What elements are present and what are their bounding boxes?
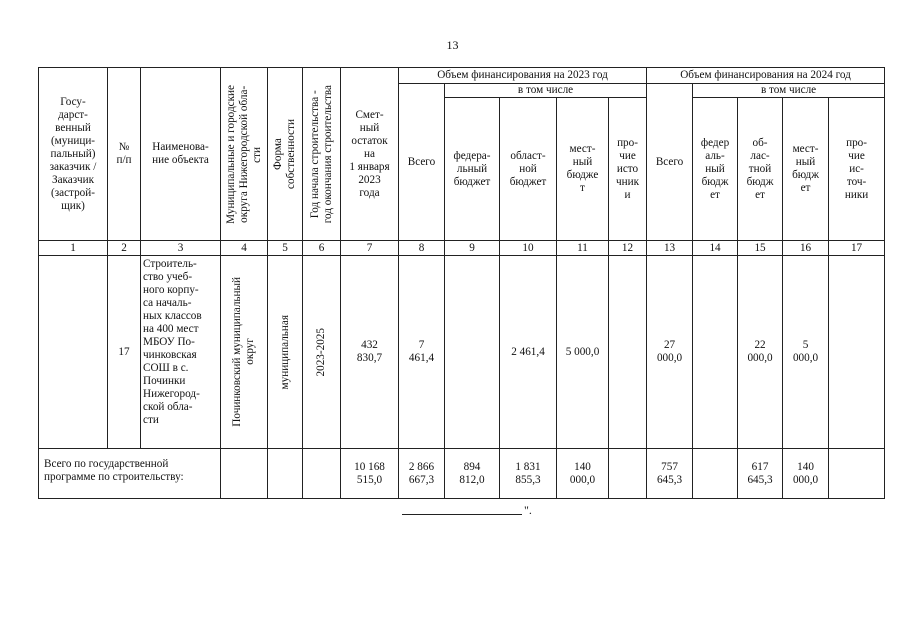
- total-loc-2023: 140 000,0: [557, 449, 609, 499]
- col-number: 6: [303, 241, 341, 256]
- header-incl-2023: в том числе: [445, 84, 647, 98]
- cell-ownership: [268, 256, 303, 449]
- col-number: 15: [738, 241, 783, 256]
- header-loc-2023: мест- ный бюдже т: [557, 98, 609, 241]
- header-other-2024: про- чие ис- точ- ники: [829, 98, 885, 241]
- column-number-row: [39, 241, 885, 256]
- header-name: Наименова- ние объекта: [141, 68, 221, 241]
- cell-object-name: Строитель- ство учеб- ного корпу- са началь- ных классов на 400 мест МБОУ По- чинковская СОШ в с. Починки Нижегород- ской обла- сти: [141, 256, 221, 449]
- header-ownership: [268, 68, 303, 241]
- col-number: 17: [829, 241, 885, 256]
- page-number: 13: [446, 38, 459, 52]
- cell-num: 17: [108, 256, 141, 449]
- cell-total-2023: 7 461,4: [399, 256, 445, 449]
- col-number: 11: [557, 241, 609, 256]
- col-number: 1: [39, 241, 108, 256]
- total-loc-2024: 140 000,0: [783, 449, 829, 499]
- col-number: 3: [141, 241, 221, 256]
- header-fin-2023: Объем финансирования на 2023 год: [399, 68, 647, 84]
- footer-quote: ".: [524, 503, 532, 517]
- header-fed-2023: федера- льный бюджет: [445, 98, 500, 241]
- header-customer: Госу- дарст- венный (муници- пальный) заказчик / Заказчик (застрой- щик): [39, 68, 108, 241]
- cell-other-2024: [829, 256, 885, 449]
- total-reg-2023: 1 831 855,3: [500, 449, 557, 499]
- col-number: 16: [783, 241, 829, 256]
- total-empty-cell: [268, 449, 303, 499]
- col-number: 12: [609, 241, 647, 256]
- header-municipality-text: Муниципальные и городские округа Нижегородской обла- сти: [224, 84, 263, 224]
- header-reg-2024: об- лас- тной бюдж ет: [738, 98, 783, 241]
- cell-remaining: 432 830,7: [341, 256, 399, 449]
- total-other-2024: [829, 449, 885, 499]
- cell-total-2024: 27 000,0: [647, 256, 693, 449]
- total-empty-cell: [221, 449, 268, 499]
- col-number: 10: [500, 241, 557, 256]
- cell-loc-2024: 5 000,0: [783, 256, 829, 449]
- total-other-2023: [609, 449, 647, 499]
- total-reg-2024: 617 645,3: [738, 449, 783, 499]
- header-other-2023: про- чие исто чник и: [609, 98, 647, 241]
- cell-reg-2023: 2 461,4: [500, 256, 557, 449]
- header-loc-2024: мест- ный бюдж ет: [783, 98, 829, 241]
- header-remaining: Смет- ный остаток на 1 января 2023 года: [341, 68, 399, 241]
- total-total-2024: 757 645,3: [647, 449, 693, 499]
- header-years: [303, 68, 341, 241]
- header-fed-2024: федер аль- ный бюдж ет: [693, 98, 738, 241]
- col-number: 7: [341, 241, 399, 256]
- cell-years-text: 2023-2025: [315, 327, 327, 377]
- cell-customer: [39, 256, 108, 449]
- header-reg-2023: област- ной бюджет: [500, 98, 557, 241]
- cell-fed-2023: [445, 256, 500, 449]
- col-number: 2: [108, 241, 141, 256]
- header-ownership-text: Форма собственности: [272, 119, 297, 189]
- table-row: [39, 256, 885, 449]
- col-number: 13: [647, 241, 693, 256]
- col-number: 9: [445, 241, 500, 256]
- total-fed-2024: [693, 449, 738, 499]
- total-total-2023: 2 866 667,3: [399, 449, 445, 499]
- total-empty-cell: [303, 449, 341, 499]
- footer-rule: [402, 514, 522, 515]
- header-municipality: [221, 68, 268, 241]
- col-number: 8: [399, 241, 445, 256]
- header-total-2023: Всего: [399, 84, 445, 241]
- cell-reg-2024: 22 000,0: [738, 256, 783, 449]
- cell-municipality-text: Починковский муниципальный округ: [231, 277, 256, 427]
- header-fin-2024: Объем финансирования на 2024 год: [647, 68, 885, 84]
- col-number: 14: [693, 241, 738, 256]
- header-total-2024: Всего: [647, 84, 693, 241]
- financing-table: [38, 67, 885, 499]
- header-incl-2024: в том числе: [693, 84, 885, 98]
- cell-ownership-text: муниципальная: [278, 314, 291, 390]
- cell-other-2023: [609, 256, 647, 449]
- total-fed-2023: 894 812,0: [445, 449, 500, 499]
- total-row: [39, 449, 885, 499]
- cell-fed-2024: [693, 256, 738, 449]
- cell-years: [303, 256, 341, 449]
- cell-municipality: [221, 256, 268, 449]
- cell-loc-2023: 5 000,0: [557, 256, 609, 449]
- col-number: 5: [268, 241, 303, 256]
- total-remaining: 10 168 515,0: [341, 449, 399, 499]
- header-num: № п/п: [108, 68, 141, 241]
- total-label: Всего по государственной программе по строительству:: [39, 449, 221, 499]
- header-years-text: Год начала строительства - год окончания строительства: [308, 84, 334, 224]
- col-number: 4: [221, 241, 268, 256]
